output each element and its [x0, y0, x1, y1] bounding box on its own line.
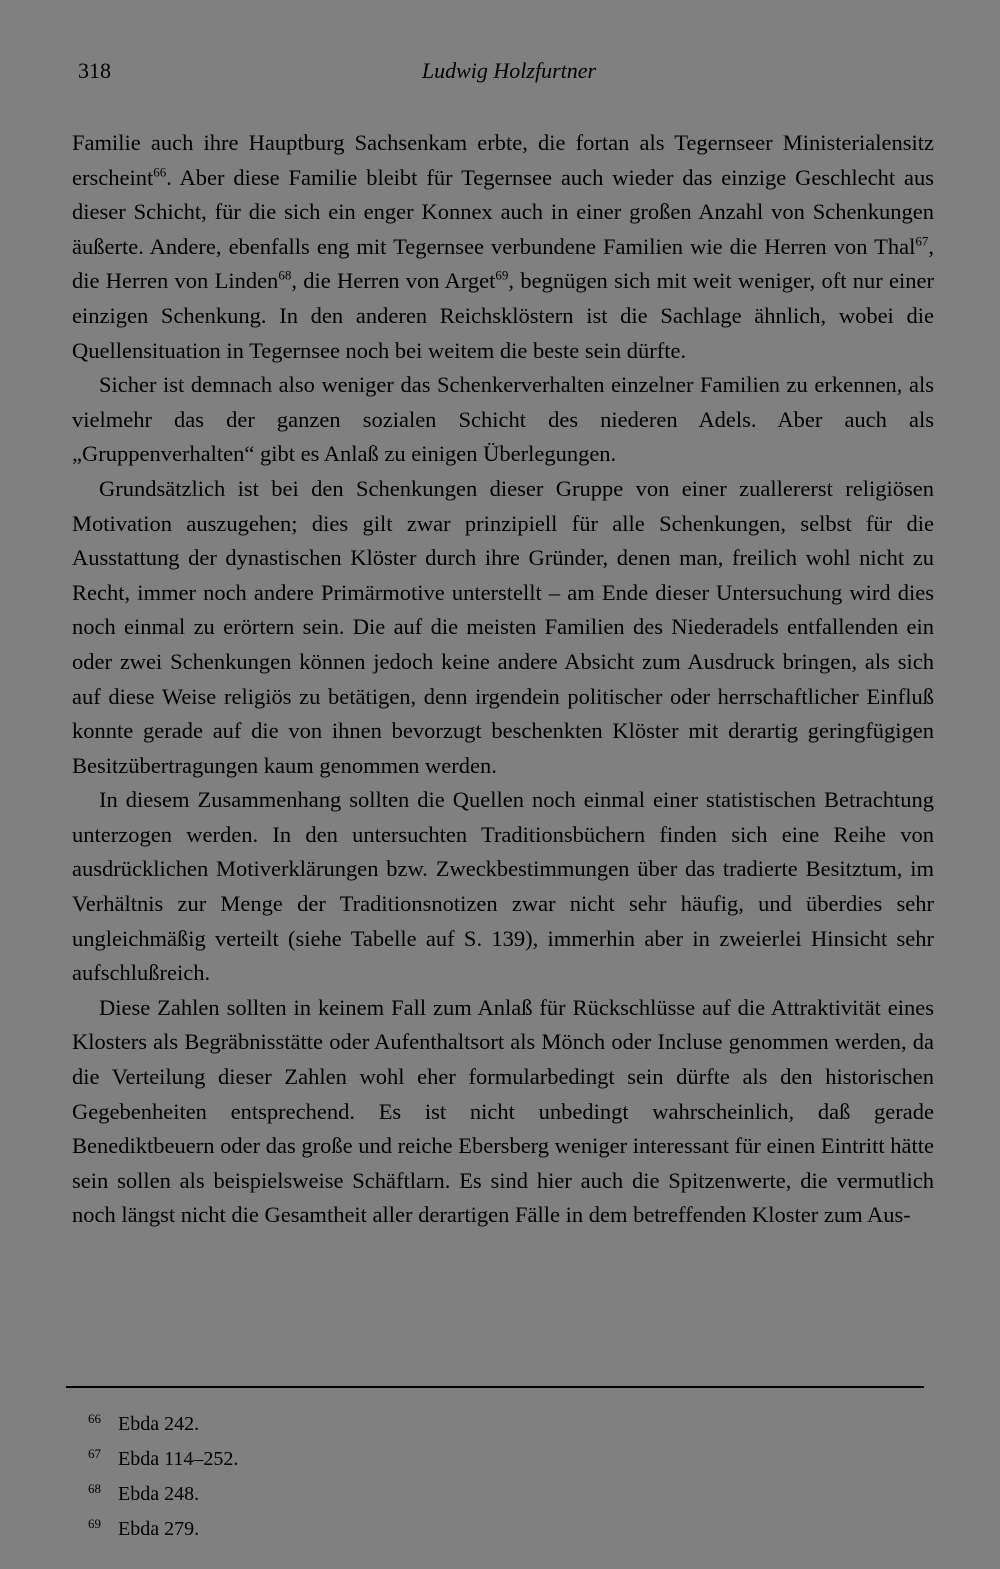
text-segment: In diesem Zusammenhang sollten die Quellen noch einmal einer statistischen Betrachtung unterzogen werden. In den untersuchten Traditionsbüchern finden sich eine Reihe von ausdrücklichen Motiverklärungen bzw. Zweckbestimmungen über das tradierte Besitztum, im Verhältnis zur Menge der Traditionsnotizen zwar nicht sehr häufig, und überdies sehr ungleichmäßig verteilt (siehe Tabelle auf S. 139), immerhin aber in zweierlei Hinsicht sehr aufschlußreich. [72, 787, 934, 986]
footnote-ref-67: 67 [915, 233, 929, 249]
footnote-text: Ebda 242. [118, 1413, 200, 1435]
footnote-66 [88, 1404, 238, 1439]
paragraph [72, 126, 934, 368]
footnotes [88, 1404, 238, 1544]
footnote-text: Ebda 279. [118, 1518, 200, 1540]
paragraph [72, 783, 934, 991]
footnote-divider [66, 1386, 924, 1388]
page-number: 318 [78, 58, 111, 83]
text-segment: . Aber diese Familie bleibt für Tegernsee auch wieder das einzige Geschlecht aus dieser Schicht, für die sich ein enger Konnex auch in einer großen Anzahl von Schenkungen äußerte. Andere, ebenfalls eng mit Tegernsee verbundene Familien wie die Herren von Thal [72, 164, 934, 259]
text-segment: , die Herren von Linden [72, 233, 934, 294]
text-segment: Diese Zahlen sollten in keinem Fall zum Anlaß für Rückschlüsse auf die Attraktivität eines Klosters als Begräbnisstätte oder Aufenthaltsort als Mönch oder Incluse genommen werden, da die Verteilung dieser Zahlen wohl eher formularbedingt sein dürfte als den historischen Gegebenheiten entsprechend. Es ist nicht unbedingt wahrscheinlich, daß gerade Benediktbeuern oder das große und reiche Ebersberg weniger interessant für einen Eintritt hätte sein sollen als beispielsweise Schäftlarn. Es sind hier auch die Spitzenwerte, die vermutlich noch längst nicht die Gesamtheit aller derartigen Fälle in dem betreffenden Kloster zum Aus- [72, 994, 934, 1228]
footnote-ref-69: 69 [495, 267, 509, 283]
text-segment: , die Herren von Arget [291, 268, 496, 294]
text-segment: , begnügen sich mit weit weniger, oft nur einer einzigen Schenkung. In den anderen Reichsklöstern ist die Sachlage ähnlich, wobei die Quellensituation in Tegernsee noch bei weitem die beste sein dürfte. [72, 268, 934, 363]
footnote-number: 67 [88, 1446, 101, 1461]
footnote-ref-66: 66 [153, 164, 167, 180]
footnote-68 [88, 1474, 238, 1509]
body-text [72, 126, 934, 1233]
paragraph [72, 368, 934, 472]
footnote-67 [88, 1439, 238, 1474]
footnote-number: 68 [88, 1481, 101, 1496]
footnote-text: Ebda 248. [118, 1483, 200, 1505]
running-head: Ludwig Holzfurtner [421, 58, 597, 83]
text-segment: Grundsätzlich ist bei den Schenkungen dieser Gruppe von einer zuallererst religiösen Motivation auszugehen; dies gilt zwar prinzipiell für alle Schenkungen, selbst für die Ausstattung der dynastischen Klöster durch ihre Gründer, denen man, freilich wohl nicht zu Recht, immer noch andere Primärmotive unterstellt – am Ende dieser Untersuchung wird dies noch einmal zu erörtern sein. Die auf die meisten Familien des Niederadels entfallenden ein oder zwei Schenkungen können jedoch keine andere Absicht zum Ausdruck bringen, als sich auf diese Weise religiös zu betätigen, denn irgendein politischer oder herrschaftlicher Einfluß konnte gerade auf die von ihnen bevorzugt beschenkten Klöster mit derartig geringfügigen Besitzübertragungen kaum genommen werden. [72, 475, 934, 778]
text-segment: Familie auch ihre Hauptburg Sachsenkam erbte, die fortan als Tegernseer Ministerialensitz erscheint [72, 130, 934, 190]
footnote-ref-68: 68 [278, 267, 292, 283]
text-segment: Sicher ist demnach also weniger das Schenkerverhalten einzelner Familien zu erkennen, als vielmehr das der ganzen sozialen Schicht des niederen Adels. Aber auch als „Gruppenverhalten“ gibt es Anlaß zu einigen Überlegungen. [72, 372, 934, 467]
paragraph [72, 991, 934, 1233]
paragraph [72, 472, 934, 783]
page-header [78, 58, 940, 92]
footnote-number: 66 [88, 1411, 101, 1426]
footnote-69 [88, 1509, 238, 1544]
footnote-number: 69 [88, 1516, 101, 1531]
footnote-text: Ebda 114–252. [118, 1448, 239, 1470]
